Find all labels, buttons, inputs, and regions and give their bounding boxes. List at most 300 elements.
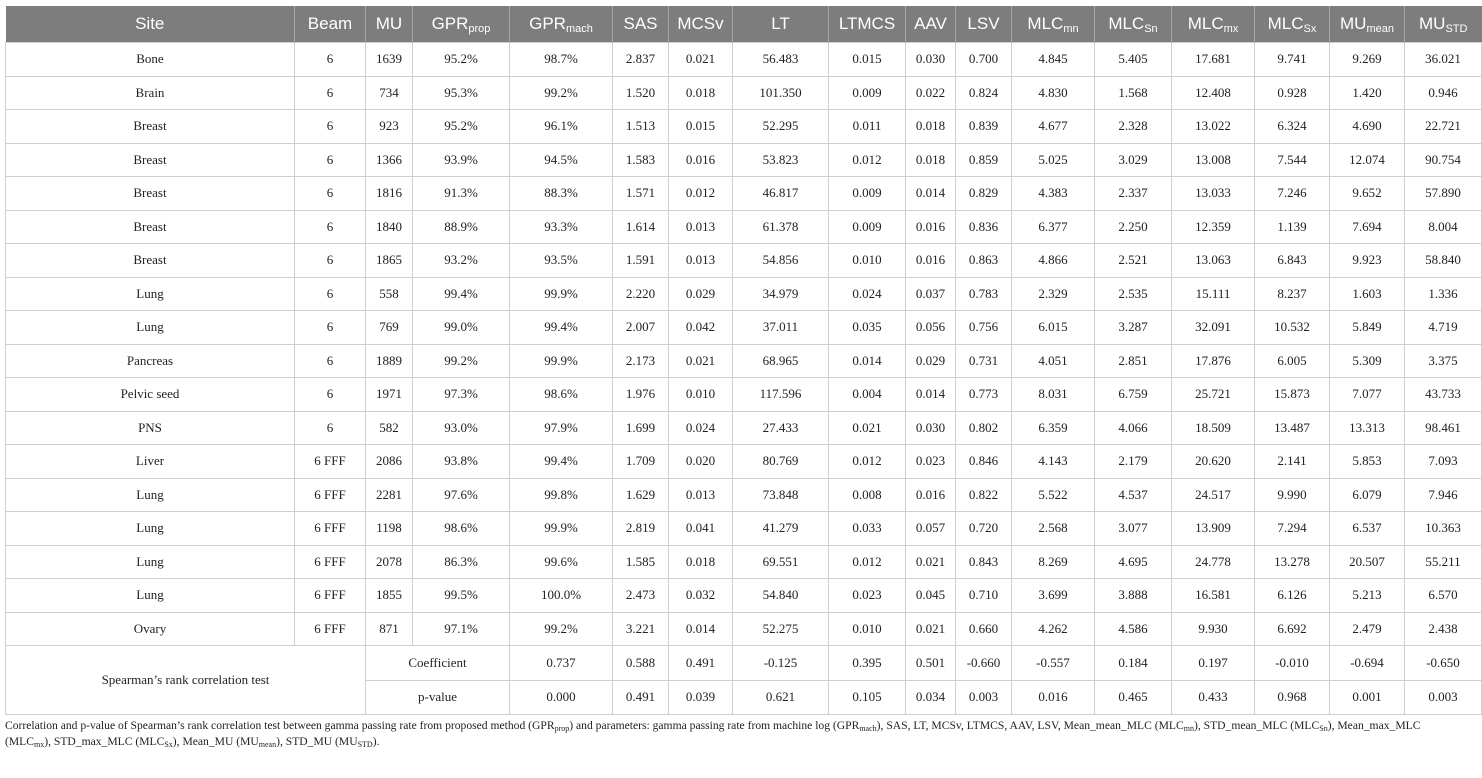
table-row <box>6 110 1482 144</box>
column-header-label: MLC <box>1187 14 1224 33</box>
column-header <box>733 6 829 43</box>
table-cell: 1840 <box>366 210 413 244</box>
table-cell: 52.275 <box>733 612 829 646</box>
caption-text: ), STD_max_MLC (MLC <box>44 735 165 748</box>
table-cell: 6 <box>295 110 366 144</box>
table-cell: 1639 <box>366 43 413 77</box>
table-cell: 99.2% <box>413 344 510 378</box>
table-cell: 55.211 <box>1405 545 1482 579</box>
table-cell: 0.660 <box>956 612 1012 646</box>
table-cell: 0.030 <box>906 411 956 445</box>
table-cell: 0.024 <box>669 411 733 445</box>
table-cell: Lung <box>6 545 295 579</box>
table-cell: 0.011 <box>829 110 906 144</box>
stats-cell: 0.433 <box>1172 680 1255 715</box>
column-header <box>6 6 295 43</box>
table-cell: 1.139 <box>1255 210 1330 244</box>
table-cell: 6.570 <box>1405 579 1482 613</box>
table-cell: 3.029 <box>1095 143 1172 177</box>
stats-cell: 0.588 <box>613 646 669 681</box>
table-cell: 6 <box>295 76 366 110</box>
table-cell: 1971 <box>366 378 413 412</box>
column-header-label: MLC <box>1108 14 1145 33</box>
column-header <box>829 6 906 43</box>
stats-cell: 0.184 <box>1095 646 1172 681</box>
table-cell: 4.690 <box>1330 110 1405 144</box>
caption-subscript: STD <box>357 740 373 749</box>
table-cell: 0.016 <box>906 244 956 278</box>
table-cell: 6 FFF <box>295 579 366 613</box>
table-cell: 61.378 <box>733 210 829 244</box>
table-cell: 2.438 <box>1405 612 1482 646</box>
table-cell: 0.015 <box>669 110 733 144</box>
table-cell: 99.0% <box>413 311 510 345</box>
table-cell: 10.532 <box>1255 311 1330 345</box>
table-cell: 99.8% <box>510 478 613 512</box>
column-header-label: MU <box>1419 14 1446 33</box>
table-cell: 3.221 <box>613 612 669 646</box>
table-cell: Breast <box>6 110 295 144</box>
caption-subscript: prop <box>554 724 570 733</box>
table-cell: 99.2% <box>510 612 613 646</box>
table-cell: 0.024 <box>829 277 906 311</box>
table-cell: 88.3% <box>510 177 613 211</box>
table-cell: 13.909 <box>1172 512 1255 546</box>
table-cell: 0.756 <box>956 311 1012 345</box>
stats-row <box>6 646 1482 681</box>
table-cell: Pelvic seed <box>6 378 295 412</box>
table-cell: 0.021 <box>669 344 733 378</box>
caption-text: ), STD_MU (MU <box>276 735 358 748</box>
table-cell: 0.720 <box>956 512 1012 546</box>
column-header <box>613 6 669 43</box>
table-cell: Lung <box>6 277 295 311</box>
table-cell: 582 <box>366 411 413 445</box>
table-cell: 1855 <box>366 579 413 613</box>
column-header-subscript: Sx <box>1303 23 1317 35</box>
table-row <box>6 311 1482 345</box>
table-cell: 8.237 <box>1255 277 1330 311</box>
column-header-label: SAS <box>623 14 658 33</box>
table-row <box>6 244 1482 278</box>
table-cell: 0.824 <box>956 76 1012 110</box>
stats-cell: 0.465 <box>1095 680 1172 715</box>
caption-subscript: mn <box>1183 724 1194 733</box>
table-cell: 4.383 <box>1012 177 1095 211</box>
table-cell: 6 <box>295 177 366 211</box>
table-cell: Ovary <box>6 612 295 646</box>
table-cell: 0.863 <box>956 244 1012 278</box>
table-cell: 558 <box>366 277 413 311</box>
stats-cell: 0.501 <box>906 646 956 681</box>
table-cell: 13.033 <box>1172 177 1255 211</box>
table-cell: 1889 <box>366 344 413 378</box>
table-cell: 5.849 <box>1330 311 1405 345</box>
table-cell: 12.074 <box>1330 143 1405 177</box>
table-cell: 2.220 <box>613 277 669 311</box>
table-cell: 58.840 <box>1405 244 1482 278</box>
table-cell: 99.4% <box>510 311 613 345</box>
table-cell: 7.294 <box>1255 512 1330 546</box>
table-cell: 99.5% <box>413 579 510 613</box>
stats-cell: 0.621 <box>733 680 829 715</box>
table-cell: Breast <box>6 210 295 244</box>
table-cell: 94.5% <box>510 143 613 177</box>
table-cell: 15.111 <box>1172 277 1255 311</box>
table-cell: 2.819 <box>613 512 669 546</box>
table-cell: 32.091 <box>1172 311 1255 345</box>
table-row <box>6 579 1482 613</box>
table-cell: 6.015 <box>1012 311 1095 345</box>
table-cell: 15.873 <box>1255 378 1330 412</box>
table-cell: Liver <box>6 445 295 479</box>
table-cell: 6 FFF <box>295 478 366 512</box>
column-header-label: MLC <box>1027 14 1064 33</box>
column-header-subscript: prop <box>468 23 491 35</box>
table-cell: 2.521 <box>1095 244 1172 278</box>
table-cell: 5.025 <box>1012 143 1095 177</box>
stats-cell: -0.557 <box>1012 646 1095 681</box>
table-cell: 0.020 <box>669 445 733 479</box>
table-cell: 6 <box>295 311 366 345</box>
table-cell: 99.9% <box>510 512 613 546</box>
table-cell: 6.377 <box>1012 210 1095 244</box>
table-cell: 98.6% <box>413 512 510 546</box>
table-cell: 7.246 <box>1255 177 1330 211</box>
table-cell: 0.029 <box>906 344 956 378</box>
table-cell: Lung <box>6 478 295 512</box>
table-cell: 56.483 <box>733 43 829 77</box>
table-cell: 97.3% <box>413 378 510 412</box>
table-cell: 6.324 <box>1255 110 1330 144</box>
caption-subscript: mean <box>258 740 277 749</box>
table-cell: 1.699 <box>613 411 669 445</box>
table-cell: 22.721 <box>1405 110 1482 144</box>
table-cell: 4.066 <box>1095 411 1172 445</box>
table-cell: 0.009 <box>829 177 906 211</box>
column-header-label: Beam <box>307 14 353 33</box>
column-header-label: MCSv <box>677 14 724 33</box>
table-caption <box>5 718 1457 750</box>
table-cell: PNS <box>6 411 295 445</box>
table-cell: 95.2% <box>413 43 510 77</box>
table-cell: Bone <box>6 43 295 77</box>
table-cell: 734 <box>366 76 413 110</box>
table-cell: 18.509 <box>1172 411 1255 445</box>
table-cell: 9.923 <box>1330 244 1405 278</box>
table-cell: 3.375 <box>1405 344 1482 378</box>
table-cell: 93.2% <box>413 244 510 278</box>
table-cell: 8.004 <box>1405 210 1482 244</box>
table-cell: 6 <box>295 244 366 278</box>
column-header-label: LSV <box>967 14 1000 33</box>
column-header-label: AAV <box>914 14 947 33</box>
table-cell: 13.313 <box>1330 411 1405 445</box>
table-cell: 8.269 <box>1012 545 1095 579</box>
stats-cell: -0.650 <box>1405 646 1482 681</box>
table-cell: 1865 <box>366 244 413 278</box>
column-header <box>956 6 1012 43</box>
stats-cell: 0.395 <box>829 646 906 681</box>
table-cell: 2.473 <box>613 579 669 613</box>
table-cell: 1.591 <box>613 244 669 278</box>
table-cell: Pancreas <box>6 344 295 378</box>
table-cell: 117.596 <box>733 378 829 412</box>
table-cell: 9.652 <box>1330 177 1405 211</box>
table-cell: 6 <box>295 143 366 177</box>
table-cell: 0.013 <box>669 210 733 244</box>
table-cell: 98.6% <box>510 378 613 412</box>
table-cell: 0.014 <box>906 177 956 211</box>
table-cell: 52.295 <box>733 110 829 144</box>
table-cell: 95.3% <box>413 76 510 110</box>
data-table <box>5 6 1482 715</box>
table-row <box>6 445 1482 479</box>
table-cell: 43.733 <box>1405 378 1482 412</box>
table-cell: 0.013 <box>669 244 733 278</box>
table-cell: 27.433 <box>733 411 829 445</box>
table-cell: 0.010 <box>669 378 733 412</box>
table-cell: 2.837 <box>613 43 669 77</box>
stats-cell: 0.737 <box>510 646 613 681</box>
stats-cell: 0.491 <box>669 646 733 681</box>
column-header <box>1172 6 1255 43</box>
table-cell: 36.021 <box>1405 43 1482 77</box>
table-cell: 6.126 <box>1255 579 1330 613</box>
stats-cell: 0.003 <box>1405 680 1482 715</box>
table-cell: 0.859 <box>956 143 1012 177</box>
table-cell: 0.018 <box>906 110 956 144</box>
column-header-label: LT <box>771 14 790 33</box>
column-header-subscript: Sn <box>1144 23 1158 35</box>
table-cell: 93.5% <box>510 244 613 278</box>
table-cell: 9.990 <box>1255 478 1330 512</box>
table-cell: 2.568 <box>1012 512 1095 546</box>
table-cell: 1.571 <box>613 177 669 211</box>
table-cell: 46.817 <box>733 177 829 211</box>
stats-cell: 0.016 <box>1012 680 1095 715</box>
column-header <box>510 6 613 43</box>
table-cell: 6 <box>295 43 366 77</box>
table-cell: 4.719 <box>1405 311 1482 345</box>
table-cell: 0.033 <box>829 512 906 546</box>
table-cell: 93.9% <box>413 143 510 177</box>
caption-subscript: mach <box>859 724 877 733</box>
table-cell: 0.010 <box>829 612 906 646</box>
table-cell: 7.694 <box>1330 210 1405 244</box>
table-cell: 4.866 <box>1012 244 1095 278</box>
table-row <box>6 478 1482 512</box>
column-header <box>413 6 510 43</box>
table-row <box>6 512 1482 546</box>
table-cell: 0.021 <box>906 612 956 646</box>
table-cell: 6.005 <box>1255 344 1330 378</box>
table-cell: 16.581 <box>1172 579 1255 613</box>
column-header <box>1012 6 1095 43</box>
table-cell: 6 <box>295 378 366 412</box>
table-cell: 1.603 <box>1330 277 1405 311</box>
table-cell: 4.830 <box>1012 76 1095 110</box>
table-cell: 871 <box>366 612 413 646</box>
table-cell: 0.829 <box>956 177 1012 211</box>
table-cell: 0.009 <box>829 76 906 110</box>
table-cell: 13.022 <box>1172 110 1255 144</box>
table-cell: 6 <box>295 344 366 378</box>
table-cell: Lung <box>6 512 295 546</box>
table-cell: 1.513 <box>613 110 669 144</box>
stats-cell: 0.105 <box>829 680 906 715</box>
stats-label: p-value <box>366 680 510 715</box>
table-cell: 17.876 <box>1172 344 1255 378</box>
table-cell: 99.9% <box>510 344 613 378</box>
table-cell: 86.3% <box>413 545 510 579</box>
column-header <box>1255 6 1330 43</box>
table-cell: 96.1% <box>510 110 613 144</box>
table-cell: 0.016 <box>906 478 956 512</box>
table-cell: 0.773 <box>956 378 1012 412</box>
table-cell: 0.710 <box>956 579 1012 613</box>
table-cell: 1.336 <box>1405 277 1482 311</box>
column-header-label: GPR <box>529 14 566 33</box>
table-cell: 0.022 <box>906 76 956 110</box>
table-cell: 99.6% <box>510 545 613 579</box>
table-cell: 0.008 <box>829 478 906 512</box>
table-cell: 0.731 <box>956 344 1012 378</box>
table-row <box>6 612 1482 646</box>
table-cell: 20.507 <box>1330 545 1405 579</box>
table-cell: 0.018 <box>669 76 733 110</box>
column-header <box>1330 6 1405 43</box>
table-cell: 5.853 <box>1330 445 1405 479</box>
table-cell: 2086 <box>366 445 413 479</box>
table-cell: 1.629 <box>613 478 669 512</box>
table-cell: 2.329 <box>1012 277 1095 311</box>
table-cell: 3.699 <box>1012 579 1095 613</box>
table-cell: 0.843 <box>956 545 1012 579</box>
table-cell: 12.408 <box>1172 76 1255 110</box>
table-cell: 2.851 <box>1095 344 1172 378</box>
caption-text: ). <box>372 735 380 748</box>
caption-text: Correlation and p-value of Spearman’s rank correlation test between gamma passing rate from proposed method (GPR <box>5 719 555 732</box>
caption-subscript: Sx <box>164 740 173 749</box>
table-cell: Lung <box>6 579 295 613</box>
column-header-label: MLC <box>1267 14 1304 33</box>
table-cell: 20.620 <box>1172 445 1255 479</box>
table-cell: 7.544 <box>1255 143 1330 177</box>
caption-text: ) and parameters: gamma passing rate from machine log (GPR <box>569 719 860 732</box>
table-cell: 8.031 <box>1012 378 1095 412</box>
table-cell: 97.6% <box>413 478 510 512</box>
table-row <box>6 411 1482 445</box>
column-header-subscript: STD <box>1445 23 1468 35</box>
table-cell: 6.692 <box>1255 612 1330 646</box>
table-cell: 2.479 <box>1330 612 1405 646</box>
table-cell: 1198 <box>366 512 413 546</box>
table-cell: 0.021 <box>669 43 733 77</box>
table-cell: 1816 <box>366 177 413 211</box>
column-header-label: MU <box>1340 14 1367 33</box>
table-cell: 0.056 <box>906 311 956 345</box>
stats-cell: 0.968 <box>1255 680 1330 715</box>
table-cell: 0.928 <box>1255 76 1330 110</box>
table-cell: Breast <box>6 143 295 177</box>
table-cell: 1.583 <box>613 143 669 177</box>
caption-text: ), Mean_max_MLC (MLC <box>5 719 1421 748</box>
table-cell: 25.721 <box>1172 378 1255 412</box>
table-cell: 2.328 <box>1095 110 1172 144</box>
table-cell: 37.011 <box>733 311 829 345</box>
table-cell: 34.979 <box>733 277 829 311</box>
table-cell: 80.769 <box>733 445 829 479</box>
table-cell: 0.009 <box>829 210 906 244</box>
table-cell: 1366 <box>366 143 413 177</box>
table-cell: 100.0% <box>510 579 613 613</box>
table-cell: Breast <box>6 244 295 278</box>
table-row <box>6 344 1482 378</box>
table-cell: 24.778 <box>1172 545 1255 579</box>
column-header <box>366 6 413 43</box>
table-cell: 6.843 <box>1255 244 1330 278</box>
table-cell: 0.946 <box>1405 76 1482 110</box>
table-cell: Lung <box>6 311 295 345</box>
table-cell: 0.035 <box>829 311 906 345</box>
stats-cell: 0.003 <box>956 680 1012 715</box>
table-body <box>6 43 1482 715</box>
table-cell: 0.029 <box>669 277 733 311</box>
table-cell: 10.363 <box>1405 512 1482 546</box>
table-cell: 0.014 <box>669 612 733 646</box>
column-header-label: GPR <box>431 14 469 33</box>
table-cell: 99.4% <box>510 445 613 479</box>
table-cell: Breast <box>6 177 295 211</box>
column-header-subscript: mn <box>1063 23 1079 35</box>
table-cell: 769 <box>366 311 413 345</box>
table-cell: 4.845 <box>1012 43 1095 77</box>
table-cell: 4.695 <box>1095 545 1172 579</box>
table-cell: 24.517 <box>1172 478 1255 512</box>
table-cell: 0.783 <box>956 277 1012 311</box>
table-cell: 5.309 <box>1330 344 1405 378</box>
table-row <box>6 210 1482 244</box>
table-cell: 4.537 <box>1095 478 1172 512</box>
table-cell: 0.021 <box>906 545 956 579</box>
table-cell: 4.586 <box>1095 612 1172 646</box>
table-cell: 2.173 <box>613 344 669 378</box>
caption-subscript: mx <box>33 740 45 749</box>
table-cell: 0.023 <box>906 445 956 479</box>
column-header-label: LTMCS <box>838 14 896 33</box>
table-cell: 99.2% <box>510 76 613 110</box>
table-cell: Brain <box>6 76 295 110</box>
table-cell: 0.015 <box>829 43 906 77</box>
stats-cell: 0.001 <box>1330 680 1405 715</box>
table-cell: 0.057 <box>906 512 956 546</box>
table-cell: 6.079 <box>1330 478 1405 512</box>
table-cell: 6.359 <box>1012 411 1095 445</box>
table-cell: 0.023 <box>829 579 906 613</box>
table-cell: 97.1% <box>413 612 510 646</box>
caption-text: ), SAS, LT, MCSv, LTMCS, AAV, LSV, Mean_mean_MLC (MLC <box>876 719 1184 732</box>
stats-cell: 0.039 <box>669 680 733 715</box>
table-cell: 2.179 <box>1095 445 1172 479</box>
document <box>5 6 1468 750</box>
table-cell: 0.012 <box>829 445 906 479</box>
table-cell: 9.930 <box>1172 612 1255 646</box>
table-cell: 88.9% <box>413 210 510 244</box>
table-cell: 0.836 <box>956 210 1012 244</box>
table-cell: 0.021 <box>829 411 906 445</box>
table-cell: 0.014 <box>829 344 906 378</box>
